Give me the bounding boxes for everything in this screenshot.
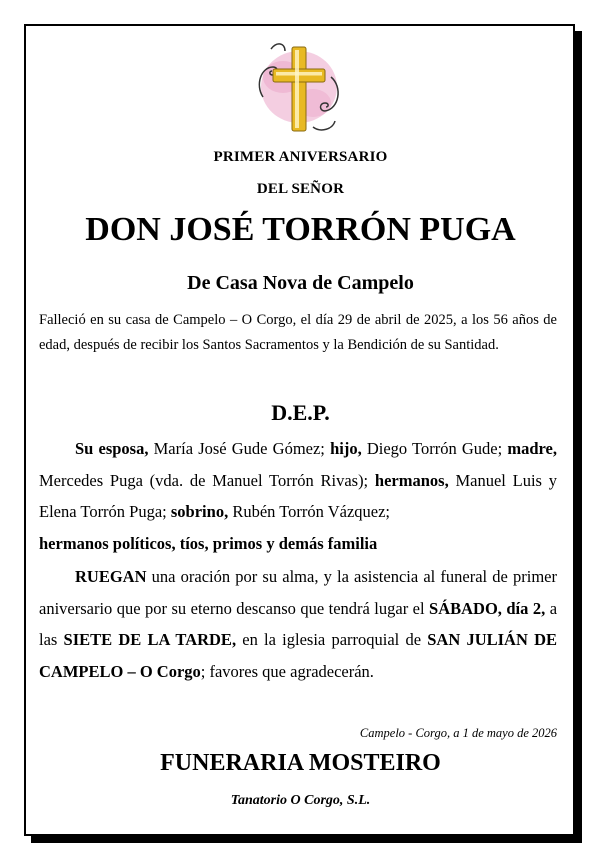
- origin-line: De Casa Nova de Campelo: [187, 272, 414, 294]
- funeral-home-name: FUNERARIA MOSTEIRO: [160, 750, 441, 776]
- request-text-4: ; favores que agradecerán.: [200, 661, 374, 681]
- death-info: Falleció en su casa de Campelo – O Corgo, el día 29 de abril de 2025, a los 56 años de edad, después de recibir los Santos Sacramentos y la Bendición de su Santidad.: [39, 312, 557, 353]
- request-text-2: a las: [39, 598, 558, 649]
- hijo-label: hijo,: [330, 439, 362, 458]
- request-text-1: una oración por su alma, y la asistencia al funeral de primer aniversario que por su eterno descanso que tendrá lugar el: [39, 567, 557, 618]
- dep-mark: D.E.P.: [271, 400, 330, 425]
- ruegan-label: RUEGAN: [75, 567, 147, 586]
- esposa-label: Su esposa,: [75, 439, 149, 458]
- heading-line-2: DEL SEÑOR: [256, 181, 345, 197]
- hermanos-label: hermanos,: [374, 470, 449, 490]
- place-date: Campelo - Corgo, a 1 de mayo de 2026: [359, 726, 557, 740]
- sobrino-text: Rubén Torrón Vázquez;: [228, 502, 391, 521]
- hijo-text: Diego Torrón Gude;: [361, 439, 508, 458]
- deceased-name: DON JOSÉ TORRÓN PUGA: [85, 211, 516, 248]
- madre-text: Mercedes Puga (vda. de Manuel Torrón Rivas);: [39, 470, 375, 490]
- esposa-text: María José Gude Gómez;: [148, 439, 331, 458]
- day-label: SÁBADO, día 2,: [429, 598, 546, 618]
- church-label: SAN JULIÁN DE CAMPELO – O Corgo: [39, 630, 558, 681]
- cross-icon: [253, 37, 345, 137]
- time-label: SIETE DE LA TARDE,: [63, 630, 237, 649]
- company-name: Tanatorio O Corgo, S.L.: [230, 793, 371, 808]
- heading-line-1: PRIMER ANIVERSARIO: [213, 149, 388, 165]
- request-paragraph: [39, 561, 557, 687]
- obituary-frame: [24, 24, 575, 836]
- madre-label: madre,: [507, 439, 557, 458]
- hermanos-text: Manuel Luis y Elena Torrón Puga;: [39, 470, 557, 521]
- family-paragraph: [39, 433, 557, 559]
- other-family-label: hermanos políticos, tíos, primos y demás familia: [39, 533, 378, 553]
- sobrino-label: sobrino,: [170, 502, 229, 521]
- request-text-3: en la iglesia parroquial de: [236, 630, 428, 649]
